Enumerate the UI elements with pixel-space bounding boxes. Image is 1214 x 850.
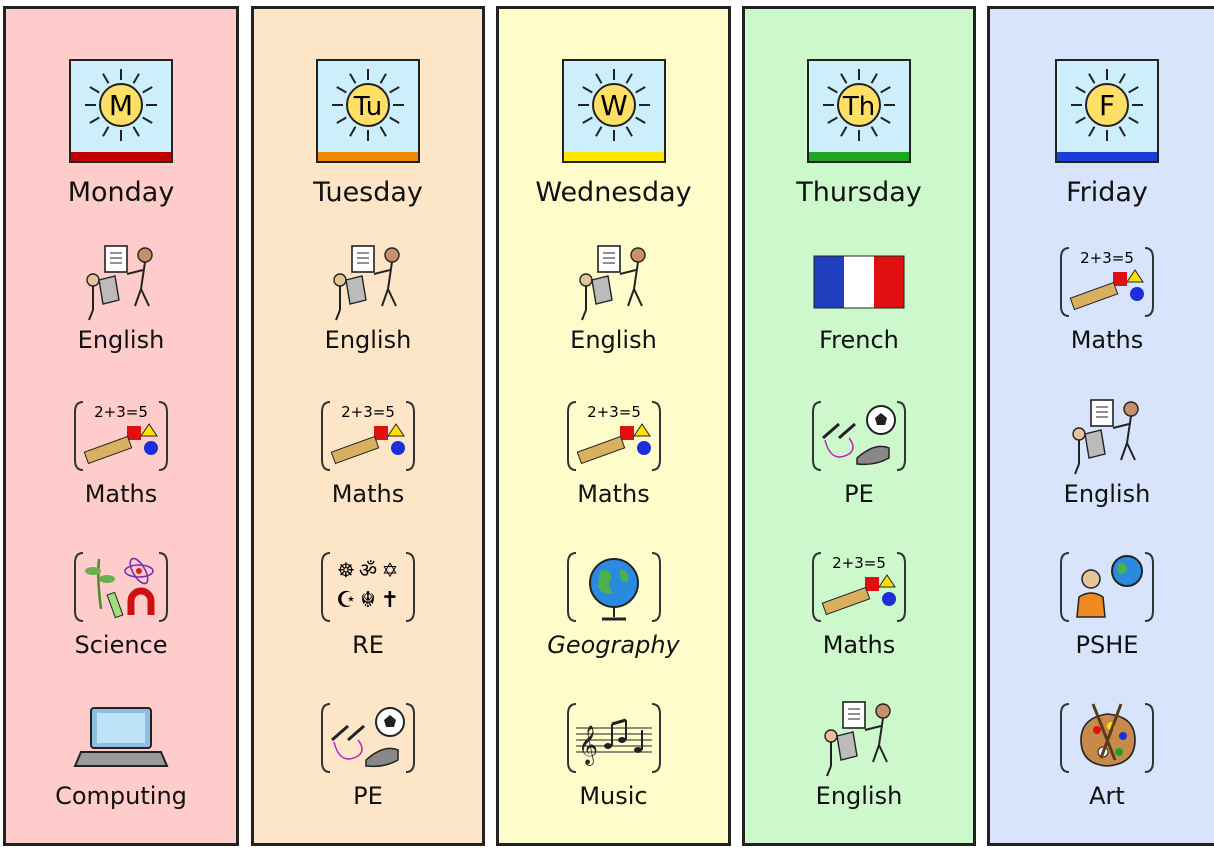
- subject-english: [499, 244, 728, 394]
- subject-label: PSHE: [1075, 631, 1139, 659]
- day-letter: W: [599, 89, 628, 122]
- pe-equipment-icon: [809, 398, 909, 478]
- music-notes-icon: [564, 700, 664, 780]
- subject-label: Computing: [55, 782, 187, 810]
- day-color-bar: [1057, 152, 1157, 161]
- day-name: Wednesday: [535, 177, 692, 208]
- person-globe-icon: [1057, 549, 1157, 629]
- day-color-bar: [71, 152, 171, 161]
- subject-english: [6, 244, 236, 394]
- pe-equipment-icon: [318, 700, 418, 780]
- subject-maths: [990, 244, 1214, 394]
- subject-maths: [499, 398, 728, 548]
- day-color-bar: [318, 152, 418, 161]
- subject-label: Maths: [84, 480, 158, 508]
- sun-icon: [1055, 59, 1159, 163]
- subject-pe: [254, 700, 482, 850]
- sun-icon: [562, 59, 666, 163]
- svg-text:ॐ: ॐ: [358, 558, 378, 582]
- svg-text:✡: ✡: [381, 558, 399, 582]
- subject-label: French: [819, 326, 899, 354]
- subject-label: PE: [844, 480, 874, 508]
- subject-label: English: [77, 326, 165, 354]
- teacher-reading-icon: [809, 700, 909, 780]
- science-icon: [71, 549, 171, 629]
- teacher-reading-icon: [318, 244, 418, 324]
- globe-icon: [564, 549, 664, 629]
- svg-text:☬: ☬: [360, 588, 376, 613]
- svg-text:☸: ☸: [337, 558, 355, 582]
- subject-music: [499, 700, 728, 850]
- day-color-bar: [564, 152, 664, 161]
- subject-label: PE: [353, 782, 383, 810]
- sun-icon: [807, 59, 911, 163]
- svg-text:𝄞: 𝄞: [577, 725, 598, 765]
- day-letter: Th: [842, 92, 876, 122]
- subject-label: Maths: [331, 480, 405, 508]
- svg-text:2+3=5: 2+3=5: [832, 554, 886, 572]
- day-column-thursday: [742, 6, 976, 846]
- subject-label: Maths: [577, 480, 650, 508]
- religion-symbols-icon: [318, 549, 418, 629]
- subject-label: Geography: [547, 631, 680, 659]
- subject-pshe: [990, 549, 1214, 699]
- maths-icon: [564, 398, 664, 478]
- subject-re: [254, 549, 482, 699]
- subject-computing: [6, 700, 236, 850]
- day-column-friday: [987, 6, 1214, 846]
- subject-maths: [254, 398, 482, 548]
- french-flag-icon: [809, 244, 909, 324]
- maths-icon: [1057, 244, 1157, 324]
- subject-maths: [745, 549, 973, 699]
- art-palette-icon: [1057, 700, 1157, 780]
- day-column-monday: [3, 6, 239, 846]
- day-name: Monday: [67, 177, 175, 208]
- maths-icon: [71, 398, 171, 478]
- svg-text:2+3=5: 2+3=5: [94, 403, 148, 421]
- day-letter: M: [108, 89, 134, 122]
- svg-text:2+3=5: 2+3=5: [341, 403, 395, 421]
- subject-label: Art: [1089, 782, 1125, 810]
- subject-label: RE: [352, 631, 384, 659]
- maths-icon: [318, 398, 418, 478]
- sun-icon: [69, 59, 173, 163]
- subject-french: [745, 244, 973, 394]
- subject-maths: [6, 398, 236, 548]
- subject-geography: [499, 549, 728, 699]
- day-color-bar: [809, 152, 909, 161]
- subject-label: English: [1063, 480, 1151, 508]
- svg-text:✝: ✝: [380, 588, 400, 613]
- subject-label: English: [815, 782, 903, 810]
- maths-icon: [809, 549, 909, 629]
- day-name: Friday: [1066, 177, 1148, 208]
- subject-science: [6, 549, 236, 699]
- svg-text:2+3=5: 2+3=5: [1080, 249, 1134, 267]
- sun-icon: [316, 59, 420, 163]
- day-letter: F: [1098, 89, 1116, 122]
- day-column-wednesday: [496, 6, 731, 846]
- subject-label: Science: [74, 631, 168, 659]
- subject-label: Maths: [822, 631, 896, 659]
- laptop-icon: [71, 700, 171, 780]
- svg-text:2+3=5: 2+3=5: [586, 403, 641, 421]
- day-column-tuesday: [251, 6, 485, 846]
- day-letter: Tu: [353, 92, 383, 122]
- day-name: Tuesday: [313, 177, 423, 208]
- subject-english: [254, 244, 482, 394]
- subject-english: [745, 700, 973, 850]
- subject-label: Music: [579, 782, 648, 810]
- subject-label: Maths: [1070, 326, 1144, 354]
- subject-pe: [745, 398, 973, 548]
- subject-english: [990, 398, 1214, 548]
- day-name: Thursday: [796, 177, 922, 208]
- teacher-reading-icon: [564, 244, 664, 324]
- subject-label: English: [570, 326, 657, 354]
- teacher-reading-icon: [71, 244, 171, 324]
- teacher-reading-icon: [1057, 398, 1157, 478]
- svg-text:☪: ☪: [336, 588, 356, 613]
- subject-art: [990, 700, 1214, 850]
- subject-label: English: [324, 326, 412, 354]
